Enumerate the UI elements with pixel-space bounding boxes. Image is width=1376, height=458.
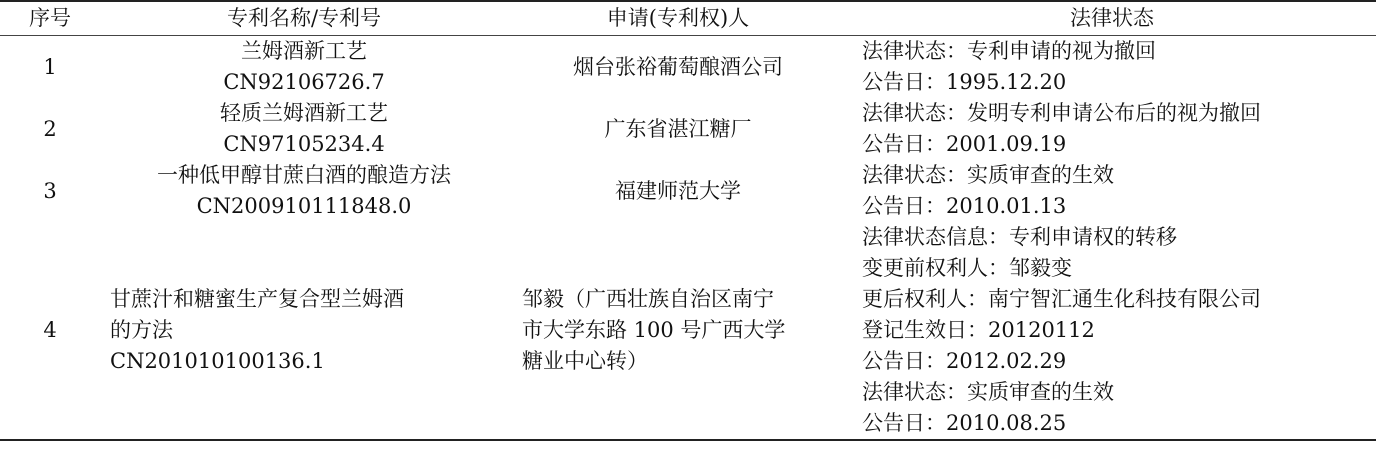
applicant-cell <box>508 160 848 222</box>
patent-title: 兰姆酒新工艺 <box>241 39 367 63</box>
applicant-text: 市大学东路 100 号广西大学 <box>522 318 786 342</box>
table-row <box>0 222 1376 440</box>
patent-name-cell <box>100 222 508 440</box>
header-legal: 法律状态 <box>1070 6 1154 30</box>
patent-name-cell <box>100 160 508 222</box>
patent-number: CN97105234.4 <box>223 132 385 156</box>
legal-line: 更后权利人：南宁智汇通生化科技有限公司 <box>862 287 1261 311</box>
applicant-text: 福建师范大学 <box>615 178 741 203</box>
legal-status-cell <box>848 98 1376 160</box>
legal-status-cell <box>848 160 1376 222</box>
patent-title: 一种低甲醇甘蔗白酒的酿造方法 <box>157 163 451 187</box>
legal-line: 公告日：2010.01.13 <box>862 194 1067 218</box>
header-row <box>0 1 1376 36</box>
row-no: 1 <box>43 54 57 79</box>
row-no: 4 <box>43 318 57 342</box>
applicant-cell <box>508 36 848 99</box>
patent-name-cell <box>100 98 508 160</box>
legal-line: 公告日：2012.02.29 <box>862 349 1067 373</box>
applicant-cell <box>508 98 848 160</box>
header-name: 专利名称/专利号 <box>226 6 382 30</box>
legal-line: 变更前权利人：邹毅变 <box>862 256 1072 280</box>
legal-line: 公告日：2001.09.19 <box>862 132 1067 156</box>
legal-line: 登记生效日：20120112 <box>862 318 1095 342</box>
patent-number: CN92106726.7 <box>223 70 385 94</box>
legal-line: 法律状态：实质审查的生效 <box>862 163 1114 187</box>
patent-number: CN200910111848.0 <box>196 194 412 218</box>
applicant-text: 烟台张裕葡萄酿酒公司 <box>573 54 783 79</box>
legal-line: 公告日：2010.08.25 <box>862 411 1067 435</box>
patent-title: 甘蔗汁和糖蜜生产复合型兰姆酒 <box>110 287 404 311</box>
patent-number: CN201010100136.1 <box>110 349 325 373</box>
legal-line: 公告日：1995.12.20 <box>862 70 1067 94</box>
legal-line: 法律状态：专利申请的视为撤回 <box>862 39 1156 63</box>
table-row <box>0 160 1376 222</box>
patent-title: 的方法 <box>110 318 173 342</box>
applicant-text: 糖业中心转） <box>522 349 648 373</box>
patent-name-cell <box>100 36 508 99</box>
legal-status-cell <box>848 222 1376 440</box>
applicant-cell <box>508 222 848 440</box>
row-no: 3 <box>43 178 57 203</box>
header-applicant: 申请(专利权)人 <box>606 6 750 30</box>
legal-line: 法律状态信息：专利申请权的转移 <box>862 225 1177 249</box>
legal-status-cell <box>848 36 1376 99</box>
table-row <box>0 36 1376 99</box>
legal-line: 法律状态：发明专利申请公布后的视为撤回 <box>862 101 1261 125</box>
applicant-text: 广东省湛江糖厂 <box>604 116 752 141</box>
row-no: 2 <box>43 116 57 141</box>
applicant-text: 邹毅（广西壮族自治区南宁 <box>522 287 774 311</box>
patent-title: 轻质兰姆酒新工艺 <box>220 101 388 125</box>
legal-line: 法律状态：实质审查的生效 <box>862 380 1114 404</box>
table-row <box>0 98 1376 160</box>
header-no: 序号 <box>29 6 71 30</box>
